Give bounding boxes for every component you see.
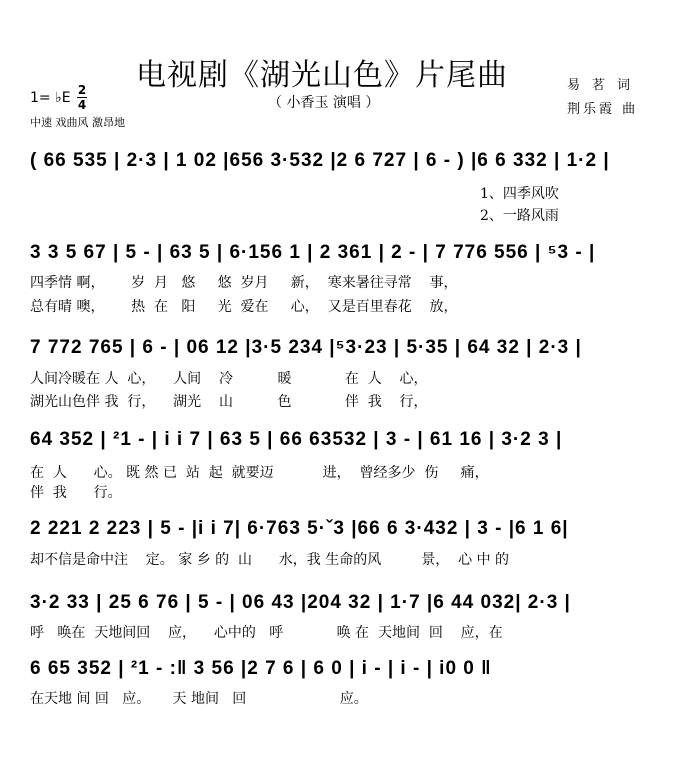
music-line-4: 64 352 | ²1 - | i i 7 | 63 5 | 66 63532 | 3 - | 61 16 | 3·2 3 | <box>30 429 563 450</box>
key-note: ♭E <box>55 90 71 106</box>
lyricist-credit: 易茗词 <box>567 78 643 93</box>
music-line-5: 2 221 2 223 | 5 - |i i 7| 6·763 5·ˇ3 |66 6 3·432 | 3 - |6 1 6| <box>30 518 569 539</box>
music-line-3: 7 772 765 | 6 - | 06 12 |3·5 234 |⁵3·23 | 5·35 | 64 32 | 2·3 | <box>30 337 582 358</box>
lyric-line-4a: 在 人 心。 既 然 已 站 起 就要迈 进， 曾经多少 伤 痛， <box>30 465 489 481</box>
singer-credit: （ 小香玉 演唱 ） <box>268 95 380 111</box>
music-line-7: 6 65 352 | ²1 - :‖ 3 56 |2 7 6 | 6 0 | i - | i - | i0 0 ‖ <box>30 658 492 679</box>
music-line-6: 3·2 33 | 25 6 76 | 5 - | 06 43 |204 32 | 1·7 |6 44 032| 2·3 | <box>30 592 571 613</box>
tempo-marking: 中速 戏曲风 激昂地 <box>30 116 125 129</box>
composer-credit: 荆乐霞 曲 <box>567 102 639 117</box>
lyric-line-5: 却不信是命中注 定。 家 乡 的 山 水，我 生命的风 景， 心 中 的 <box>30 552 510 568</box>
lyric-line-2b: 总有晴 噢， 热 在 阳 光 爱在 心， 又是百里春花 放， <box>30 299 458 315</box>
lyric-line-2a: 四季情 啊， 岁 月 悠 悠 岁月 新， 寒来暑往寻常 事， <box>30 275 458 291</box>
time-signature <box>77 84 87 111</box>
lyric-line-7: 在天地 间 回 应。 天 地间 回 应。 <box>30 691 368 707</box>
lyric-line-3b: 湖光山色伴 我 行， 湖光 山 色 伴 我 行， <box>30 394 428 410</box>
key-signature <box>30 90 71 106</box>
verse-label-2: 2、一路风雨 <box>480 208 559 224</box>
time-sig-top: 2 <box>77 83 87 97</box>
song-title: 电视剧《湖光山色》片尾曲 <box>136 58 508 93</box>
verse-label-1: 1、四季风吹 <box>480 186 559 202</box>
lyric-line-4b: 伴 我 行。 <box>30 485 122 501</box>
music-line-1: ( 66 535 | 2·3 | 1 02 |656 3·532 |2 6 727 | 6 - ) |6 6 332 | 1·2 | <box>30 150 610 171</box>
music-line-2: 3 3 5 67 | 5 - | 63 5 | 6·156 1 | 2 361 | 2 - | 7 776 556 | ⁵3 - | <box>30 242 596 263</box>
key-label: 1= <box>30 90 51 106</box>
lyric-line-3a: 人间冷暖在 人 心， 人间 冷 暖 在 人 心， <box>30 371 428 387</box>
lyric-line-6: 呼 唤在 天地间回 应， 心中的 呼 唤 在 天地间 回 应，在 <box>30 625 503 641</box>
time-sig-bottom: 4 <box>77 98 87 112</box>
